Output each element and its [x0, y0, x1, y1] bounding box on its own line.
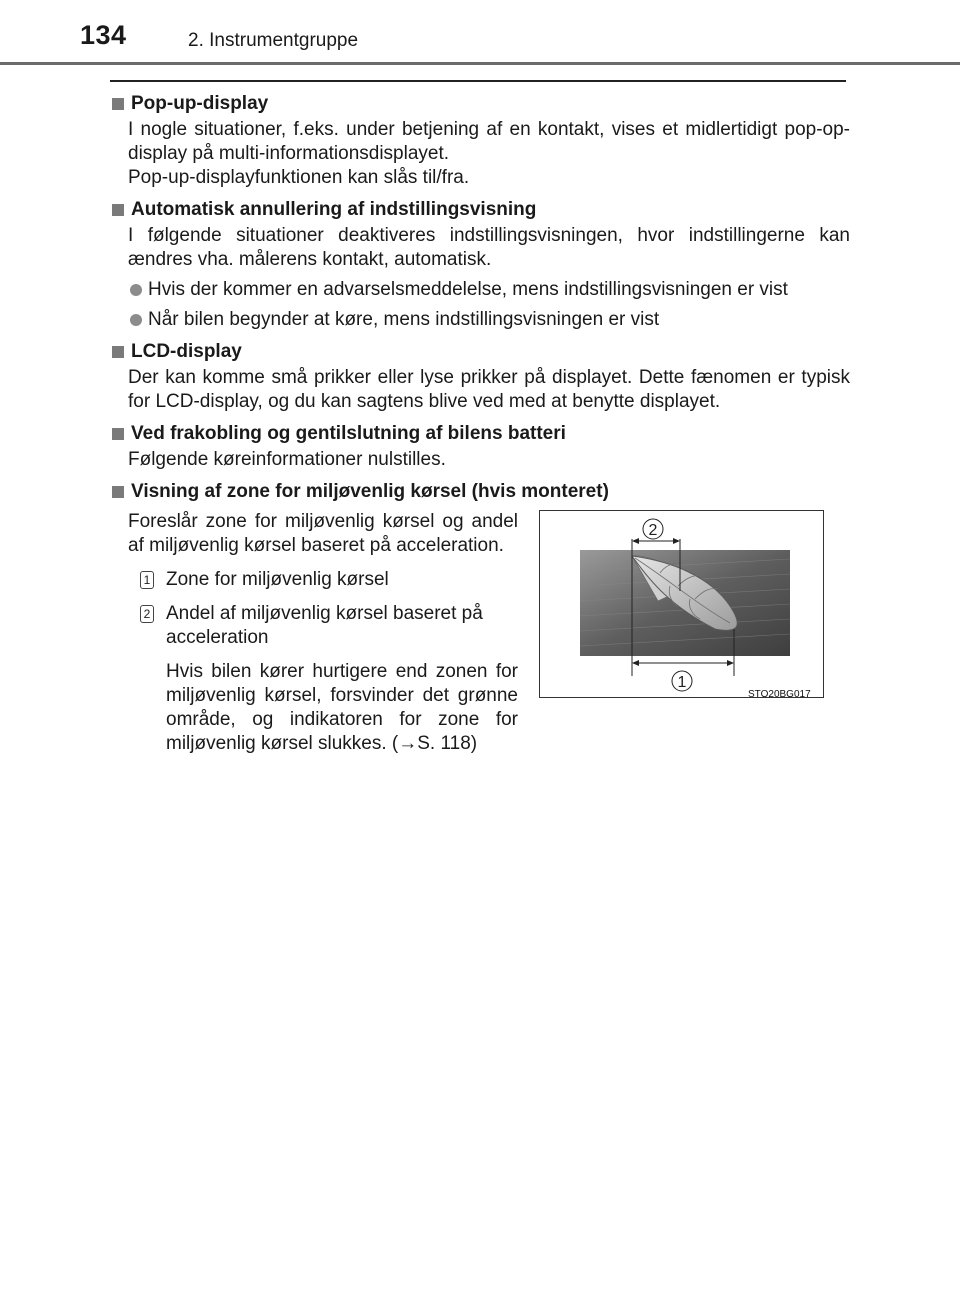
round-bullet-icon	[130, 284, 142, 296]
section-heading	[110, 340, 850, 364]
page-number: 134	[80, 20, 127, 50]
paragraph: I nogle situationer, f.eks. under betjening af en kontakt, vises et midlertidigt pop-op-display på multi-informationsdisplayet.	[128, 119, 850, 164]
chapter-title: 2. Instrumentgruppe	[188, 30, 359, 51]
section-heading-text: Visning af zone for miljøvenlig kørsel (hvis monteret)	[131, 481, 609, 502]
round-bullet-icon	[130, 314, 142, 326]
callout-2	[643, 519, 663, 539]
section-battery	[110, 422, 850, 472]
section-heading	[110, 92, 850, 116]
numbered-item	[128, 568, 518, 592]
callout-2-label: 2	[648, 522, 658, 539]
square-bullet-icon	[112, 346, 124, 358]
paragraph: I følgende situationer deaktiveres indstillingsvisningen, hvor indstillingerne kan ændres vha. målerens kontakt, automatisk.	[128, 225, 850, 270]
numbered-item	[128, 602, 518, 650]
note-paragraph: Hvis bilen kører hurtigere end zonen for miljøvenlig kørsel, forsvinder det grønne område, og indikatoren for zone for miljøvenlig kørsel slukkes. (→S. 118)	[166, 661, 518, 754]
eco-zone-block	[110, 510, 850, 810]
section-heading	[110, 422, 850, 446]
paragraph: Foreslår zone for miljøvenlig kørsel og andel af miljøvenlig kørsel baseret på acceleration.	[128, 511, 518, 556]
square-bullet-icon	[112, 428, 124, 440]
paragraph: Der kan komme små prikker eller lyse prikker på displayet. Dette fænomen er typisk for LCD-display, og du kan sagtens blive ved med at benytte displayet.	[128, 367, 850, 412]
page-content	[110, 92, 850, 818]
content-divider	[110, 80, 846, 82]
list-item	[128, 308, 850, 332]
section-heading	[110, 480, 850, 504]
page-header	[0, 0, 960, 64]
header-divider	[0, 62, 960, 65]
numbered-item-text: Zone for miljøvenlig kørsel	[166, 569, 389, 590]
list-item-text: Når bilen begynder at køre, mens indstillingsvisningen er vist	[148, 309, 660, 330]
paragraph: Pop-up-displayfunktionen kan slås til/fra.	[128, 167, 470, 188]
bullet-list	[110, 278, 850, 332]
callout-1	[672, 671, 692, 691]
callout-1-label: 1	[677, 674, 687, 691]
number-badge: 1	[140, 571, 154, 589]
eco-leaf-illustration	[540, 511, 825, 699]
section-heading-text: Ved frakobling og gentilslutning af bilens batteri	[131, 423, 566, 444]
list-item-text: Hvis der kommer en advarselsmeddelelse, mens indstillingsvisningen er vist	[148, 279, 788, 300]
section-heading-text: Pop-up-display	[131, 93, 269, 114]
eco-zone-text	[128, 510, 518, 756]
square-bullet-icon	[112, 486, 124, 498]
section-lcd-display	[110, 340, 850, 414]
numbered-item-text: Andel af miljøvenlig kørsel baseret på acceleration	[166, 603, 483, 648]
number-badge: 2	[140, 605, 154, 623]
paragraph: Følgende køreinformationer nulstilles.	[128, 449, 446, 470]
list-item	[128, 278, 850, 302]
section-heading-text: Automatisk annullering af indstillingsvisning	[131, 199, 537, 220]
section-heading-text: LCD-display	[131, 341, 242, 362]
figure-code: STO20BG017	[748, 689, 811, 700]
section-popup-display	[110, 92, 850, 190]
section-heading	[110, 198, 850, 222]
square-bullet-icon	[112, 204, 124, 216]
section-auto-cancel	[110, 198, 850, 332]
eco-zone-figure	[539, 510, 824, 698]
square-bullet-icon	[112, 98, 124, 110]
section-eco-zone	[110, 480, 850, 810]
